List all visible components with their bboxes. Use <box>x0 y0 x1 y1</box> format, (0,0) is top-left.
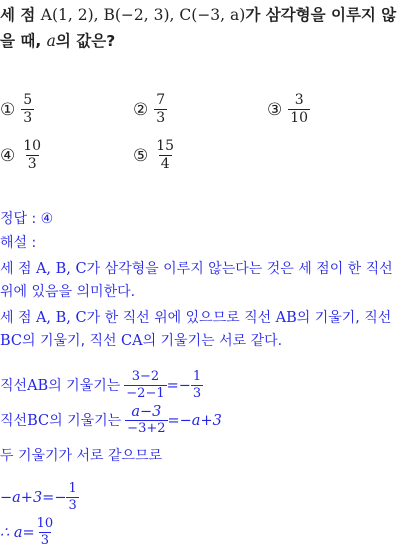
points-abc: A, B, C <box>35 261 87 277</box>
equals: =− <box>166 377 191 394</box>
line-bc: BC <box>0 333 23 349</box>
text: 직선 <box>0 377 28 394</box>
result-lhs: ∴ a= <box>0 524 35 541</box>
text: 가 삼각형을 이루지 않는다는 것은 세 점이 한 직선 위에 있음을 의미한다. <box>0 261 393 300</box>
option-fraction <box>21 138 43 173</box>
equation-rhs-fraction <box>66 481 78 514</box>
numerator: 3−2 <box>131 369 160 384</box>
explanation-label: 해설 : <box>0 235 37 251</box>
denominator: 3 <box>68 498 77 513</box>
question-part: 의 값은? <box>55 32 116 50</box>
slope-bc-fraction <box>125 404 167 437</box>
denominator: 3 <box>192 386 202 401</box>
point-c-label: C <box>179 6 192 24</box>
option-number: ① <box>0 99 16 120</box>
text: 의 기울기, 직선 <box>22 333 121 349</box>
question-text <box>0 2 400 54</box>
result-line <box>0 516 400 549</box>
denominator: −2−1 <box>126 386 165 401</box>
option-2[interactable] <box>133 92 167 127</box>
explanation-paragraph-1 <box>0 258 400 304</box>
text: 의 기울기는 <box>49 412 122 429</box>
numerator: 1 <box>192 369 202 384</box>
numerator: 1 <box>68 481 77 496</box>
numerator: 7 <box>156 92 166 108</box>
line-ca: CA <box>120 333 143 349</box>
option-5[interactable] <box>133 138 176 173</box>
equal-slopes-line: 두 기울기가 서로 같으므로 <box>0 448 163 464</box>
explanation-paragraph-2 <box>0 307 400 353</box>
variable-a: a <box>230 6 240 24</box>
option-fraction <box>154 138 176 173</box>
numerator: 10 <box>23 138 42 154</box>
slope-ab-result <box>191 369 203 402</box>
numerator: 3 <box>294 92 304 108</box>
numerator: a−3 <box>131 404 162 420</box>
denominator: 3 <box>23 110 33 126</box>
denominator: 3 <box>156 110 166 126</box>
option-number: ③ <box>267 99 283 120</box>
option-number: ④ <box>0 145 16 166</box>
question-part: 가 삼각형을 이루지 않을 때, <box>0 6 397 50</box>
point-b-coords: (−2, 3), <box>114 6 180 24</box>
option-1[interactable] <box>0 92 34 127</box>
slope-ab-fraction <box>124 369 166 402</box>
denominator: −3+2 <box>127 421 166 436</box>
option-fraction <box>154 92 167 127</box>
option-number: ⑤ <box>133 145 149 166</box>
line-bc: BC <box>27 412 50 429</box>
numerator: 10 <box>36 516 54 531</box>
text: 세 점 <box>0 261 36 277</box>
result-fraction <box>35 516 56 549</box>
numerator: 5 <box>23 92 33 108</box>
option-4[interactable] <box>0 138 43 173</box>
equation-lhs: −a+3=− <box>0 489 67 506</box>
text: 의 기울기는 서로 같다. <box>142 333 283 349</box>
denominator: 10 <box>290 110 309 126</box>
text: 세 점 <box>0 310 36 326</box>
points-abc: A, B, C <box>35 310 87 326</box>
option-fraction <box>21 92 34 127</box>
option-number: ② <box>133 99 149 120</box>
text: 의 기울기는 <box>48 377 121 394</box>
point-b-label: B <box>103 6 115 24</box>
question-part: 세 점 <box>0 6 41 24</box>
point-a-label: A <box>40 6 52 24</box>
equals: =−a+3 <box>167 412 222 429</box>
point-a-coords: (1, 2), <box>51 6 104 24</box>
text: 직선 <box>0 412 28 429</box>
answer-line: 정답 : ④ <box>0 211 54 227</box>
option-3[interactable] <box>267 92 310 127</box>
equation-line <box>0 481 400 514</box>
line-ab: AB <box>27 377 49 394</box>
text: 가 한 직선 위에 있으므로 직선 <box>86 310 276 326</box>
paren-close: ) <box>239 6 246 24</box>
variable-a: a <box>46 32 56 50</box>
slope-ab-line <box>0 369 400 402</box>
numerator: 15 <box>156 138 175 154</box>
line-ab: AB <box>275 310 297 326</box>
denominator: 3 <box>27 156 37 172</box>
slope-bc-line <box>0 404 400 437</box>
denominator: 4 <box>160 156 170 172</box>
denominator: 3 <box>40 533 50 548</box>
text: 의 기울기, 직선 <box>296 310 392 326</box>
option-fraction <box>288 92 310 127</box>
point-c-coords: (−3, <box>191 6 231 24</box>
